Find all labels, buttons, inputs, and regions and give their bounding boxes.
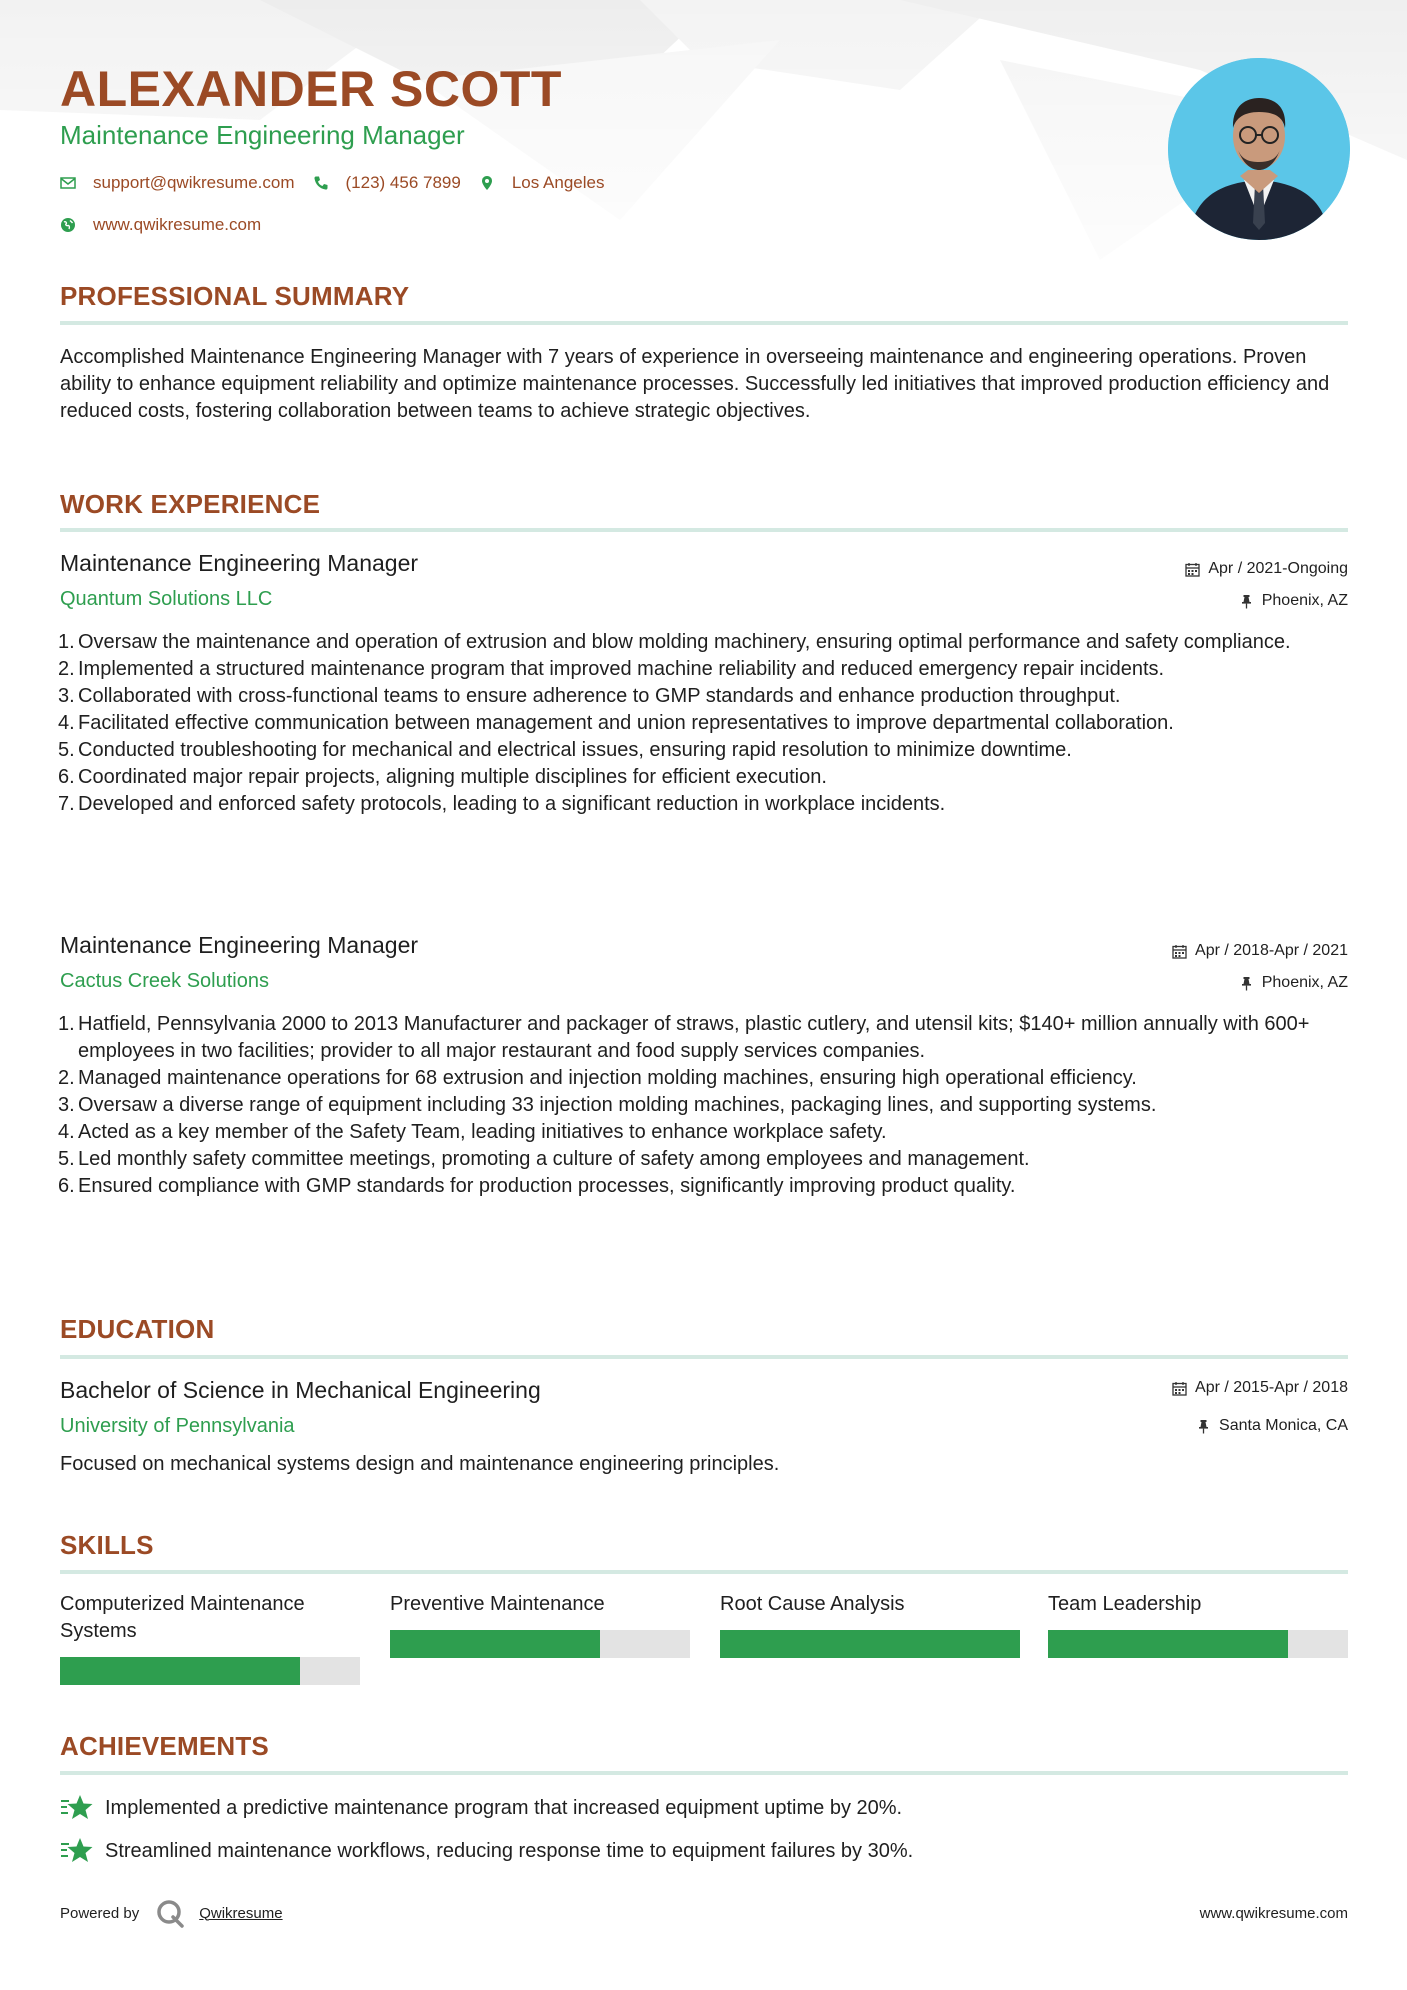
skill-bar-fill: [1048, 1630, 1288, 1658]
education-location: [1196, 1417, 1348, 1435]
job-location: [1239, 592, 1348, 610]
list-item: 1. Oversaw the maintenance and operation of extrusion and blow molding machinery, ensuring optimal performance and safety compliance.: [58, 631, 1291, 653]
education-divider: [60, 1355, 1348, 1359]
experience-divider: [60, 528, 1348, 532]
skill-item: [1048, 1591, 1348, 1618]
skills-divider: [60, 1570, 1348, 1574]
skill-item: [60, 1591, 360, 1645]
list-item: 5. Conducted troubleshooting for mechanical and electrical issues, ensuring rapid resolution to minimize downtime.: [58, 739, 1072, 761]
job-date-text: Apr / 2021-Ongoing: [1208, 560, 1348, 577]
map-marker-icon: [479, 175, 495, 191]
list-item: 6. Coordinated major repair projects, aligning multiple disciplines for efficient execution.: [58, 766, 827, 788]
list-item: 2. Implemented a structured maintenance program that improved machine reliability and reduced emergency repair incidents.: [58, 658, 1165, 680]
contact-phone[interactable]: [313, 173, 461, 193]
skill-item: [720, 1591, 1020, 1618]
skill-name: Team Leadership: [1048, 1593, 1202, 1615]
achievement-text: Implemented a predictive maintenance program that increased equipment uptime by 20%.: [105, 1796, 903, 1819]
calendar-icon: [1185, 562, 1200, 577]
job-location-text: Phoenix, AZ: [1261, 592, 1348, 609]
job-date: [1172, 942, 1348, 960]
skill-item: [390, 1591, 690, 1618]
contact-location: [479, 173, 605, 193]
experience-heading: WORK EXPERIENCE: [60, 489, 321, 519]
list-item: 3. Collaborated with cross-functional teams to ensure adherence to GMP standards and enhance production throughput.: [58, 685, 1121, 707]
education-date-text: Apr / 2015-Apr / 2018: [1195, 1379, 1348, 1396]
job-bullets: [60, 1011, 1348, 1200]
qwikresume-logo-icon: [155, 1898, 185, 1928]
powered-by-label: Powered by: [60, 1904, 140, 1922]
pushpin-icon: [1196, 1419, 1211, 1434]
skill-bar: [60, 1657, 360, 1685]
achievements-divider: [60, 1771, 1348, 1775]
job-location: [1239, 974, 1348, 992]
contact-row-website: [60, 215, 279, 235]
company-name: Cactus Creek Solutions: [60, 970, 269, 992]
education-date: [1172, 1379, 1348, 1397]
summary-divider: [60, 321, 1348, 325]
skill-bar: [1048, 1630, 1348, 1658]
contact-email[interactable]: [60, 173, 295, 193]
list-item: 2. Managed maintenance operations for 68 extrusion and injection molding machines, ensuring high operational efficiency.: [58, 1067, 1137, 1089]
achievement-item: [60, 1793, 902, 1823]
list-item: 3. Oversaw a diverse range of equipment including 33 injection molding machines, packaging lines, and supporting systems.: [58, 1094, 1157, 1116]
skill-bar-fill: [60, 1657, 300, 1685]
job-title: Maintenance Engineering Manager: [60, 932, 419, 958]
skill-bar-fill: [390, 1630, 600, 1658]
phone-icon: [313, 175, 329, 191]
star-icon: [60, 1836, 94, 1866]
candidate-name: ALEXANDER SCOTT: [60, 61, 562, 117]
calendar-icon: [1172, 1381, 1187, 1396]
achievement-item: [60, 1836, 913, 1866]
footer-website[interactable]: www.qwikresume.com: [1199, 1905, 1348, 1922]
pushpin-icon: [1239, 594, 1254, 609]
footer-powered-by: [60, 1898, 283, 1928]
location-text: Los Angeles: [511, 173, 605, 192]
list-item: 6. Ensured compliance with GMP standards for production processes, significantly improving product quality.: [58, 1175, 1016, 1197]
skill-name: Root Cause Analysis: [720, 1593, 905, 1615]
skill-bar: [390, 1630, 690, 1658]
list-item: 1. Hatfield, Pennsylvania 2000 to 2013 Manufacturer and packager of straws, plastic cutlery, and utensil kits; $140+ million annually with 600+ employees in two facilities; provider to all major restaurant and food supply services companies.: [58, 1013, 1310, 1062]
achievements-heading: ACHIEVEMENTS: [60, 1731, 269, 1761]
qwikresume-link[interactable]: Qwikresume: [199, 1904, 283, 1922]
summary-heading: PROFESSIONAL SUMMARY: [60, 281, 410, 311]
summary-text: Accomplished Maintenance Engineering Manager with 7 years of experience in overseeing maintenance and engineering operations. Proven ability to enhance equipment reliability and optimize maintenance processes. Successfully led initiatives that improved production efficiency and reduced costs, fostering collaboration between teams to achieve strategic objectives.: [60, 346, 1330, 422]
email-text: support@qwikresume.com: [93, 173, 295, 192]
achievement-text: Streamlined maintenance workflows, reducing response time to equipment failures by 30%.: [105, 1839, 914, 1862]
skill-name: Computerized Maintenance Systems: [60, 1593, 305, 1642]
education-location-text: Santa Monica, CA: [1219, 1417, 1348, 1434]
skills-heading: SKILLS: [60, 1530, 154, 1560]
skill-bar-fill: [720, 1630, 1020, 1658]
list-item: 7. Developed and enforced safety protocols, leading to a significant reduction in workplace incidents.: [58, 793, 946, 815]
contact-row: [60, 173, 622, 193]
profile-photo: [1168, 58, 1350, 240]
company-name: Quantum Solutions LLC: [60, 588, 273, 610]
job-date-text: Apr / 2018-Apr / 2021: [1195, 942, 1348, 959]
degree-title: Bachelor of Science in Mechanical Engineering: [60, 1377, 541, 1403]
contact-website[interactable]: [60, 215, 261, 235]
pushpin-icon: [1239, 976, 1254, 991]
job-location-text: Phoenix, AZ: [1261, 974, 1348, 991]
list-item: 4. Acted as a key member of the Safety Team, leading initiatives to enhance workplace safety.: [58, 1121, 887, 1143]
list-item: 4. Facilitated effective communication between management and union representatives to improve departmental collaboration.: [58, 712, 1174, 734]
skill-name: Preventive Maintenance: [390, 1593, 605, 1615]
candidate-title: Maintenance Engineering Manager: [60, 120, 465, 150]
calendar-icon: [1172, 944, 1187, 959]
star-icon: [60, 1793, 94, 1823]
job-bullets: [60, 629, 1348, 818]
website-text: www.qwikresume.com: [93, 215, 262, 234]
job-date: [1185, 560, 1348, 578]
school-name: University of Pennsylvania: [60, 1415, 295, 1437]
job-title: Maintenance Engineering Manager: [60, 550, 419, 576]
list-item: 5. Led monthly safety committee meetings, promoting a culture of safety among employees and management.: [58, 1148, 1030, 1170]
globe-icon: [60, 217, 76, 233]
education-description: Focused on mechanical systems design and maintenance engineering principles.: [60, 1453, 780, 1475]
skill-bar: [720, 1630, 1020, 1658]
envelope-icon: [60, 175, 76, 191]
phone-text: (123) 456 7899: [345, 173, 461, 192]
education-heading: EDUCATION: [60, 1314, 215, 1344]
